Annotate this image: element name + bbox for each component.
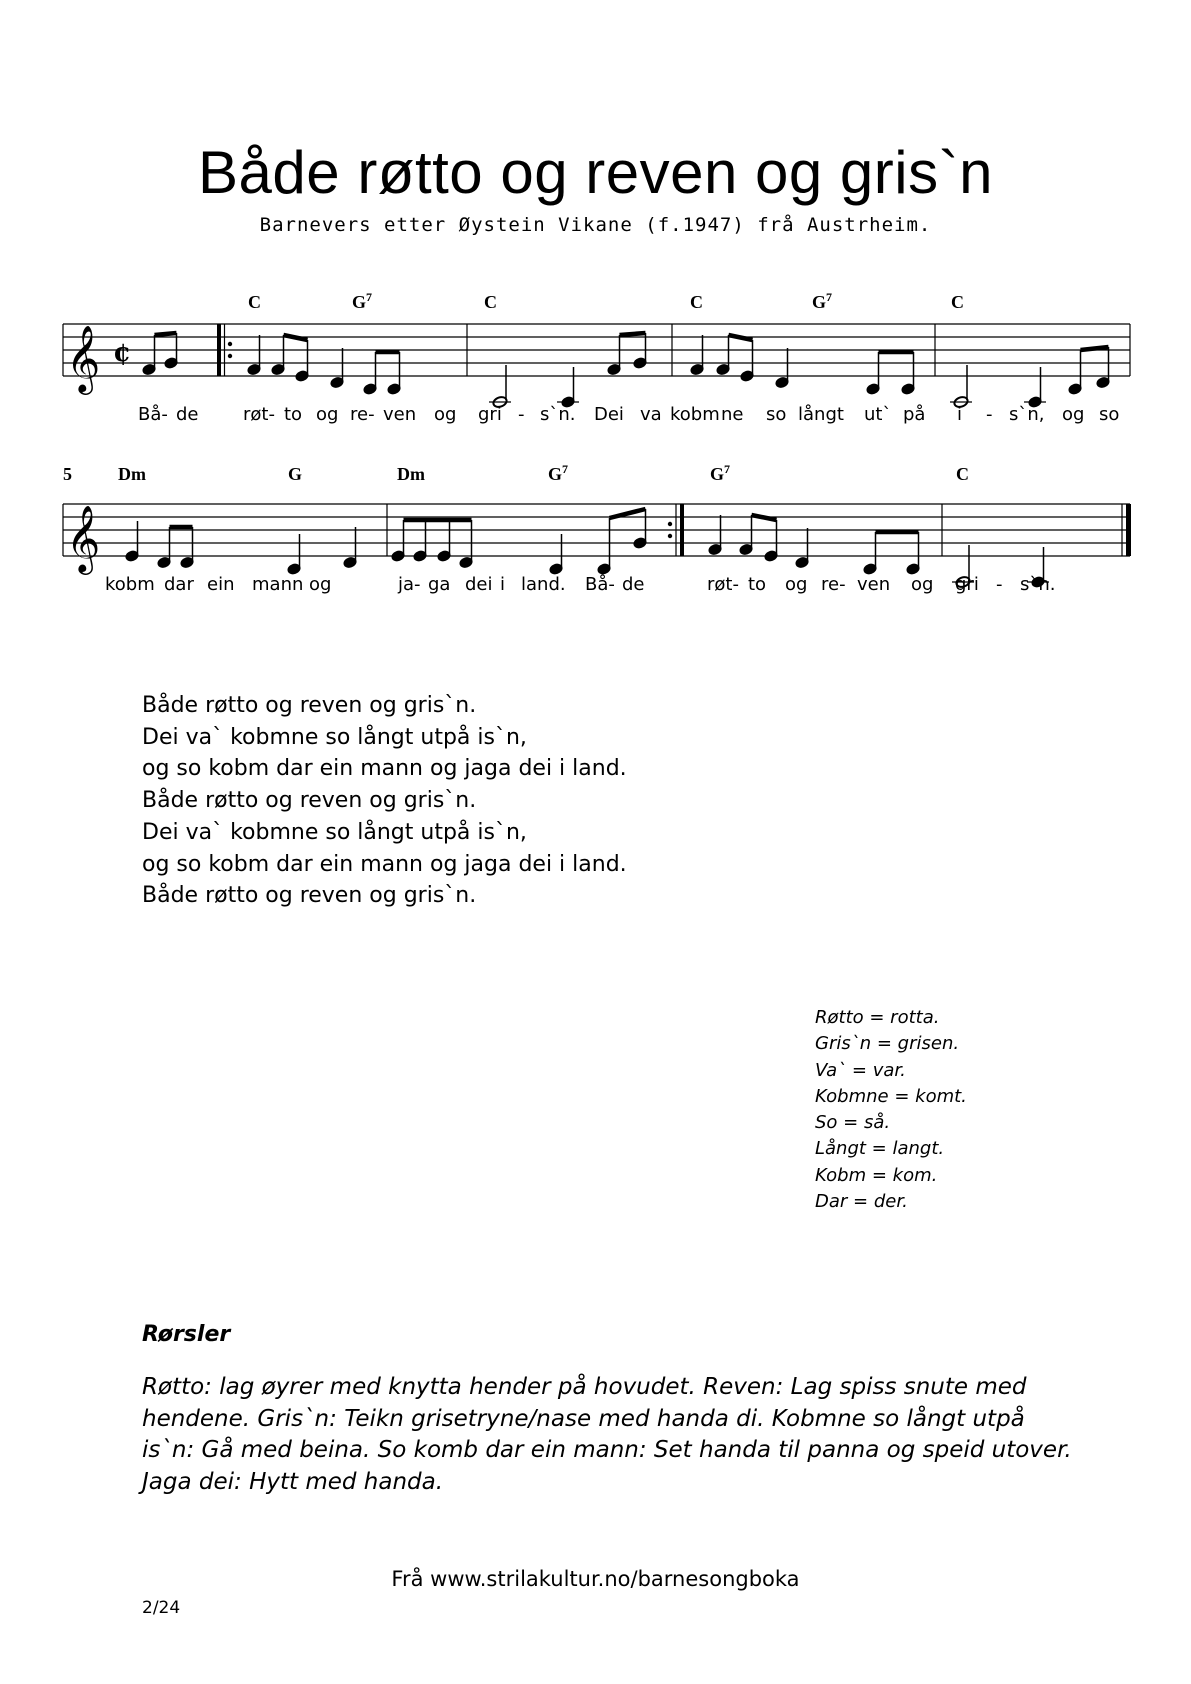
- lyric-syllable: -: [518, 404, 525, 425]
- movements-text: Røtto: lag øyrer med knytta hender på hovudet. Reven: Lag spiss snute med hendene. Gris`n: Teikn grisetryne/nase med handa di. Kobmne so långt utpå is`n: Gå med beina. So komb dar ein mann: Set handa til panna og speid utover. Jaga dei: Hytt med handa.: [142, 1374, 1072, 1495]
- glossary-entry: Kobm = kom.: [815, 1164, 938, 1186]
- lyric-syllable: s`n.: [1020, 574, 1056, 595]
- lyric-syllable: land.: [521, 574, 566, 595]
- chord-extension: 7: [724, 462, 731, 476]
- chord-symbol: C: [484, 292, 497, 312]
- chord-symbol: G: [288, 464, 303, 484]
- lyric-syllable: de: [622, 574, 645, 595]
- chord-symbol: C: [956, 464, 969, 484]
- lyric-syllable: s`n.: [540, 404, 576, 425]
- lyric-syllable: ne: [721, 404, 744, 425]
- verse-line: Dei va` kobmne so långt utpå is`n,: [142, 724, 527, 750]
- lyric-syllable: mann: [252, 574, 304, 595]
- glossary-entry: Kobmne = komt.: [815, 1085, 967, 1107]
- lyric-syllable: ja-: [398, 574, 421, 595]
- lyric-syllable: långt: [798, 404, 844, 425]
- chord-symbol: C: [951, 292, 964, 312]
- treble-clef-icon: 𝄞: [66, 504, 101, 572]
- glossary-entry: Dar = der.: [815, 1191, 908, 1213]
- staff-system-2: [63, 504, 1130, 556]
- lyric-syllable: re-: [350, 404, 375, 425]
- lyric-syllable: -: [996, 574, 1003, 595]
- cut-time-icon: ¢: [113, 338, 132, 368]
- verse-line: og so kobm dar ein mann og jaga dei i land.: [142, 851, 627, 877]
- chord-symbol: Dm: [397, 464, 425, 484]
- lyric-syllable: i: [500, 574, 506, 595]
- lyric-syllable: ga: [428, 574, 451, 595]
- chord-symbol: Dm: [118, 464, 146, 484]
- lyric-syllable: de: [176, 404, 199, 425]
- lyric-syllable: va: [640, 404, 662, 425]
- lyric-syllable: s`n,: [1009, 404, 1045, 425]
- lyric-syllable: to: [284, 404, 303, 425]
- chord-symbol: C: [690, 292, 703, 312]
- lyric-syllable: ven: [857, 574, 891, 595]
- song-subtitle: Barnevers etter Øystein Vikane (f.1947) frå Austrheim.: [259, 214, 932, 236]
- lyric-syllable: Bå-: [585, 574, 615, 595]
- lyric-syllable: på: [903, 404, 926, 425]
- lyric-syllable: Bå-: [138, 404, 168, 425]
- glossary: [815, 1005, 967, 1215]
- lyric-syllable: re-: [821, 574, 846, 595]
- lyric-syllable: to: [748, 574, 767, 595]
- song-title: Både røtto og reven og gris`n: [198, 139, 993, 206]
- verse-line: Dei va` kobmne so långt utpå is`n,: [142, 819, 527, 845]
- lyric-syllable: gri: [478, 404, 502, 425]
- lyric-syllable: ein: [207, 574, 235, 595]
- lyric-syllable: og: [1062, 404, 1085, 425]
- lyric-syllable: og: [316, 404, 339, 425]
- lyric-syllable: so: [1099, 404, 1120, 425]
- lyric-syllable: dar: [164, 574, 194, 595]
- lyric-syllable: -: [986, 404, 993, 425]
- lyric-syllable: kobm: [105, 574, 155, 595]
- lyrics-system-2: [105, 574, 1056, 595]
- glossary-entry: Långt = langt.: [815, 1138, 945, 1160]
- verse-line: Både røtto og reven og gris`n.: [142, 693, 477, 718]
- footer-source: Frå www.strilakultur.no/barnesongboka: [391, 1567, 800, 1591]
- chord-symbol: C: [248, 292, 261, 312]
- lyric-syllable: og: [434, 404, 457, 425]
- chord-extension: 7: [826, 290, 833, 304]
- lyric-syllable: kobm: [670, 404, 720, 425]
- chord-symbols-system-1: [248, 290, 964, 312]
- chord-symbol: $G^7$: [548, 462, 569, 484]
- measure-number: 5: [63, 464, 72, 484]
- lyric-syllable: og: [785, 574, 808, 595]
- lyric-syllable: Dei: [594, 404, 624, 425]
- glossary-entry: Røtto = rotta.: [815, 1007, 940, 1028]
- lyric-syllable: gri: [955, 574, 979, 595]
- lyric-syllable: dei: [465, 574, 493, 595]
- glossary-entry: So = så.: [815, 1112, 891, 1134]
- lyrics-system-1: [138, 404, 1119, 425]
- chord-extension: 7: [366, 290, 373, 304]
- lyric-syllable: og: [309, 574, 332, 595]
- movements-heading: Rørsler: [142, 1322, 231, 1347]
- chord-symbols-system-2: [118, 462, 969, 484]
- music-score: [0, 0, 1191, 620]
- page-number: 2/24: [142, 1598, 181, 1618]
- lyric-syllable: og: [911, 574, 934, 595]
- glossary-entry: Gris`n = grisen.: [815, 1033, 960, 1055]
- chord-extension: 7: [562, 462, 569, 476]
- treble-clef-icon: 𝄞: [66, 324, 101, 392]
- lyric-syllable: so: [766, 404, 787, 425]
- chord-symbol: $G^7$: [710, 462, 731, 484]
- lyric-syllable: ven: [383, 404, 417, 425]
- lyric-syllable: i: [957, 404, 963, 425]
- glossary-entry: Va` = var.: [815, 1059, 906, 1081]
- staff-system-1: [63, 324, 1130, 376]
- lyric-syllable: røt-: [707, 574, 739, 595]
- notes-system-1: [142, 333, 1111, 409]
- verse-line: Både røtto og reven og gris`n.: [142, 883, 477, 909]
- verse-text: [142, 690, 627, 912]
- verse-line: og so kobm dar ein mann og jaga dei i land.: [142, 756, 627, 782]
- chord-symbol: $G^7$: [352, 290, 373, 312]
- lyric-syllable: røt-: [243, 404, 275, 425]
- lyric-syllable: ut`: [864, 404, 892, 425]
- chord-symbol: $G^7$: [812, 290, 833, 312]
- verse-line: Både røtto og reven og gris`n.: [142, 788, 477, 814]
